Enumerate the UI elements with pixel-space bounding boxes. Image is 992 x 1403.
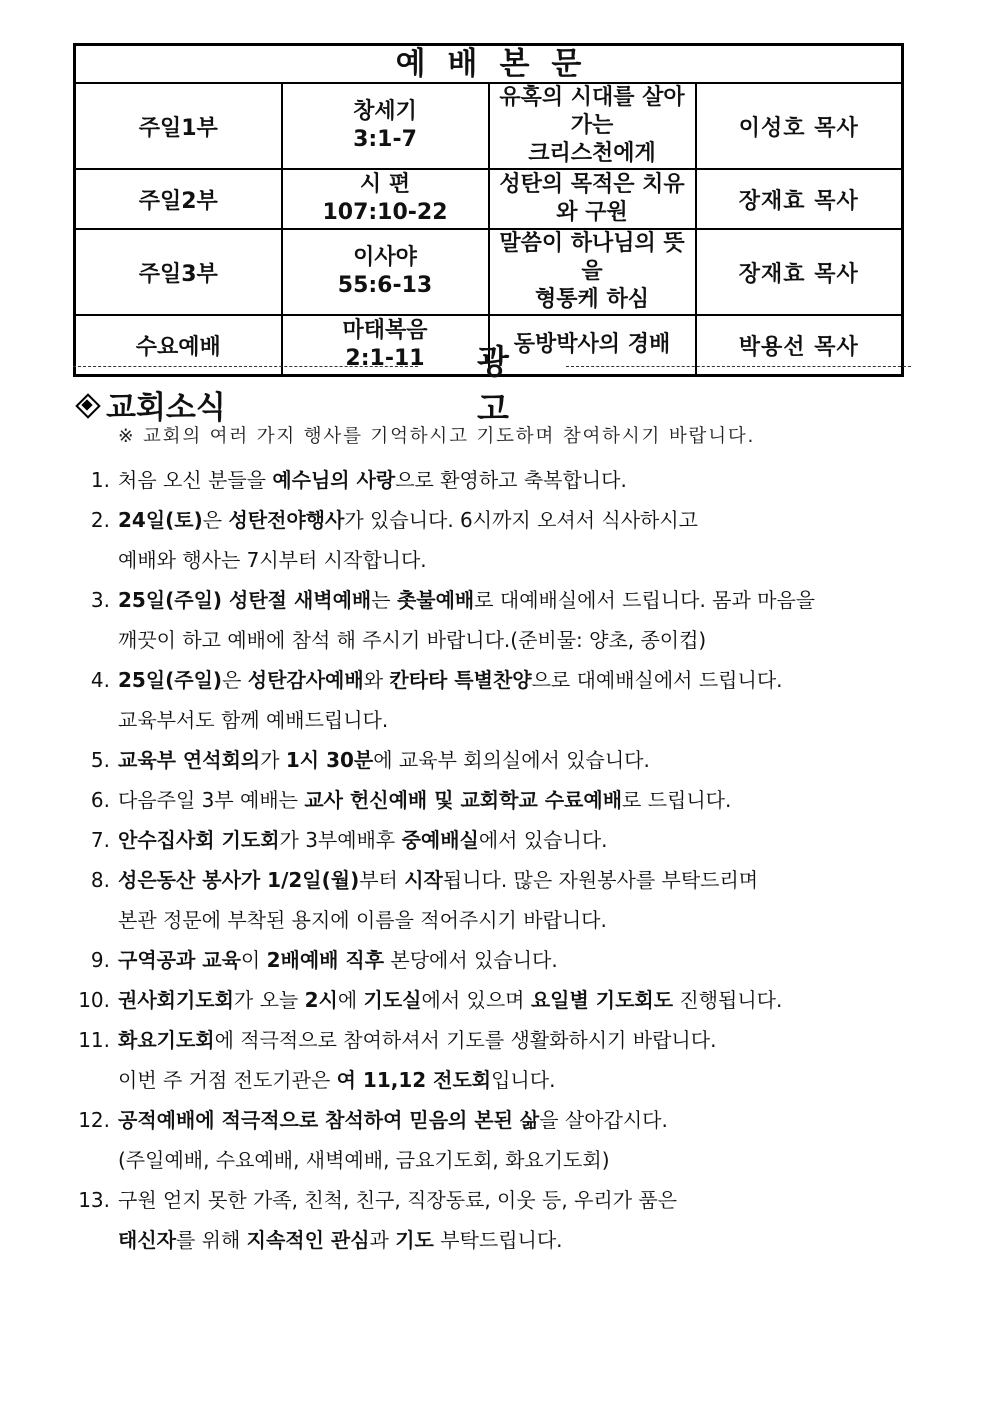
- item-number: 10.: [78, 988, 110, 1012]
- item-number: 8.: [90, 868, 110, 892]
- scripture-verse: 55:6-13: [337, 273, 433, 298]
- item-text: [118, 582, 815, 618]
- emphasis-text: 공적예배에 적극적으로 참석하여 믿음의 본된 삶: [118, 1108, 540, 1132]
- item-text: [118, 1022, 716, 1058]
- announcements-heading: 광고: [477, 342, 535, 428]
- sermon-row: [75, 169, 903, 229]
- item-text: [118, 742, 650, 778]
- plain-text: 가 3부예배후: [279, 828, 402, 852]
- sermon-title-line: 형통케 하심: [535, 287, 649, 312]
- item-text: [118, 1062, 555, 1098]
- item-number: 7.: [90, 828, 110, 852]
- sermon-title-line: 유혹의 시대를 살아가는: [499, 85, 685, 138]
- emphasis-text: 칸타타 특별찬양: [389, 668, 532, 692]
- emphasis-text: 구역공과 교육: [118, 948, 241, 972]
- service-name: 수요예배: [75, 315, 282, 376]
- dashed-divider: [566, 366, 911, 367]
- emphasis-text: 촛불예배: [396, 588, 475, 612]
- plain-text: 에 적극적으로 참여하셔서 기도를 생활화하시기 바랍니다.: [214, 1028, 717, 1052]
- section-title: [76, 382, 226, 427]
- plain-text: 교육부서도 함께 예배드립니다.: [118, 708, 389, 732]
- item-text: [118, 1182, 677, 1218]
- sermon-title: [489, 83, 696, 169]
- scripture-book: 시 편: [359, 172, 411, 197]
- emphasis-text: 24일(토): [118, 508, 203, 532]
- plain-text: 구원 얻지 못한 가족, 친척, 친구, 직장동료, 이웃 등, 우리가 품은: [118, 1188, 678, 1212]
- plain-text: 과: [369, 1228, 396, 1252]
- diamond-icon: [76, 394, 98, 416]
- emphasis-text: 기도: [395, 1228, 434, 1252]
- emphasis-text: 25일(주일): [118, 668, 223, 692]
- item-number: 2.: [90, 508, 110, 532]
- sermon-title-line: 동방박사의 경배: [513, 332, 671, 357]
- emphasis-text: 여 11,12 전도회: [336, 1068, 492, 1092]
- plain-text: 은: [202, 508, 229, 532]
- plain-text: 에서 있습니다.: [478, 828, 608, 852]
- emphasis-text: 1시 30분: [285, 748, 374, 772]
- item-number: 12.: [78, 1108, 110, 1132]
- emphasis-text: 요일별 기도회도: [530, 988, 674, 1012]
- plain-text: 입니다.: [491, 1068, 556, 1092]
- item-text: [118, 982, 782, 1018]
- item-number: 1.: [90, 468, 110, 492]
- plain-text: 진행됩니다.: [673, 988, 783, 1012]
- sermon-table: [73, 43, 904, 377]
- item-text: [118, 502, 698, 538]
- scripture-verse: 2:1-11: [345, 346, 425, 371]
- preacher: 이성호 목사: [696, 83, 903, 169]
- sermon-title: [489, 229, 696, 315]
- item-number: 6.: [90, 788, 110, 812]
- item-number: 9.: [90, 948, 110, 972]
- dashed-divider: [73, 366, 418, 367]
- plain-text: 으로 환영하고 축복합니다.: [395, 468, 627, 492]
- emphasis-text: 성탄전야행사: [228, 508, 345, 532]
- item-number: 11.: [78, 1028, 110, 1052]
- plain-text: 에서 있으며: [421, 988, 531, 1012]
- emphasis-text: 2시: [304, 988, 338, 1012]
- announcement-note: ※ 교회의 여러 가지 행사를 기억하시고 기도하며 참여하시기 바랍니다.: [118, 426, 756, 447]
- plain-text: 됩니다. 많은 자원봉사를 부탁드리며: [442, 868, 759, 892]
- item-text: [118, 622, 706, 658]
- plain-text: 로 대예배실에서 드립니다. 몸과 마음을: [474, 588, 816, 612]
- item-number: 13.: [78, 1188, 110, 1212]
- plain-text: 를 위해: [175, 1228, 247, 1252]
- scripture: [282, 169, 489, 229]
- plain-text: 은: [222, 668, 248, 692]
- sermon-title-line: 크리스천에게: [528, 141, 656, 166]
- item-text: [118, 542, 427, 578]
- scripture-book: 마태복음: [342, 318, 428, 343]
- scripture: [282, 83, 489, 169]
- plain-text: 가 오늘: [233, 988, 305, 1012]
- plain-text: 부터: [359, 868, 405, 892]
- plain-text: 는: [371, 588, 397, 612]
- item-text: [118, 702, 388, 738]
- sermon-table-title: 예배본문: [75, 45, 903, 84]
- plain-text: 부탁드립니다.: [433, 1228, 563, 1252]
- service-name: 주일2부: [75, 169, 282, 229]
- emphasis-text: 지속적인 관심: [246, 1228, 370, 1252]
- plain-text: 으로 대예배실에서 드립니다.: [531, 668, 783, 692]
- item-number: 5.: [90, 748, 110, 772]
- plain-text: 본관 정문에 부착된 용지에 이름을 적어주시기 바랍니다.: [118, 908, 607, 932]
- item-text: [118, 1102, 668, 1138]
- item-number: 3.: [90, 588, 110, 612]
- emphasis-text: 성은동산 봉사가 1/2일(월): [118, 868, 360, 892]
- item-text: [118, 462, 627, 498]
- plain-text: 가 있습니다. 6시까지 오셔서 식사하시고: [344, 508, 699, 532]
- plain-text: 예배와 행사는 7시부터 시작합니다.: [118, 548, 427, 572]
- scripture-verse: 3:1-7: [353, 127, 417, 152]
- service-name: 주일3부: [75, 229, 282, 315]
- emphasis-text: 권사회기도회: [118, 988, 234, 1012]
- plain-text: 을 살아갑시다.: [539, 1108, 668, 1132]
- section-title-text: 교회소식: [106, 390, 226, 426]
- scripture-book: 창세기: [353, 99, 417, 124]
- emphasis-text: 예수님의 사랑: [272, 468, 396, 492]
- plain-text: 로 드립니다.: [622, 788, 732, 812]
- plain-text: 에: [337, 988, 364, 1012]
- sermon-row: [75, 229, 903, 315]
- scripture: [282, 229, 489, 315]
- plain-text: 이번 주 거점 전도기관은: [118, 1068, 337, 1092]
- preacher: 박용선 목사: [696, 315, 903, 376]
- plain-text: 처음 오신 분들을: [118, 468, 273, 492]
- sermon-row: [75, 83, 903, 169]
- preacher: 장재효 목사: [696, 229, 903, 315]
- emphasis-text: 안수집사회 기도회: [118, 828, 280, 852]
- emphasis-text: 중예배실: [401, 828, 479, 852]
- emphasis-text: 교육부 연석회의: [118, 748, 261, 772]
- plain-text: 가: [260, 748, 286, 772]
- scripture-book: 이사야: [353, 245, 417, 270]
- emphasis-text: 화요기도회: [118, 1028, 215, 1052]
- emphasis-text: 교사 헌신예배 및 교회학교 수료예배: [304, 788, 623, 812]
- plain-text: 와: [363, 668, 390, 692]
- sermon-title-line: 말씀이 하나님의 뜻을: [499, 231, 685, 284]
- plain-text: 본당에서 있습니다.: [384, 948, 558, 972]
- plain-text: 깨끗이 하고 예배에 참석 해 주시기 바랍니다.(준비물: 양초, 종이컵): [118, 628, 707, 652]
- emphasis-text: 시작: [404, 868, 443, 892]
- item-text: [118, 662, 783, 698]
- preacher: 장재효 목사: [696, 169, 903, 229]
- plain-text: 에 교육부 회의실에서 있습니다.: [373, 748, 650, 772]
- emphasis-text: 25일(주일) 성탄절 새벽예배: [118, 588, 372, 612]
- service-name: 주일1부: [75, 83, 282, 169]
- emphasis-text: 2배예배 직후: [266, 948, 385, 972]
- scripture-verse: 107:10-22: [322, 200, 448, 225]
- item-text: [118, 1222, 563, 1258]
- sermon-title: [489, 169, 696, 229]
- plain-text: 이: [240, 948, 267, 972]
- plain-text: (주일예배, 수요예배, 새벽예배, 금요기도회, 화요기도회): [118, 1148, 610, 1172]
- item-text: [118, 942, 558, 978]
- item-text: [118, 1142, 610, 1178]
- item-number: 4.: [90, 668, 110, 692]
- emphasis-text: 성탄감사예배: [247, 668, 364, 692]
- emphasis-text: 기도실: [363, 988, 422, 1012]
- item-text: [118, 902, 607, 938]
- sermon-title-line: 성탄의 목적은 치유와 구원: [499, 172, 685, 225]
- item-text: [118, 862, 758, 898]
- plain-text: 다음주일 3부 예배는: [118, 788, 305, 812]
- item-text: [118, 782, 731, 818]
- item-text: [118, 822, 608, 858]
- emphasis-text: 태신자: [118, 1228, 176, 1252]
